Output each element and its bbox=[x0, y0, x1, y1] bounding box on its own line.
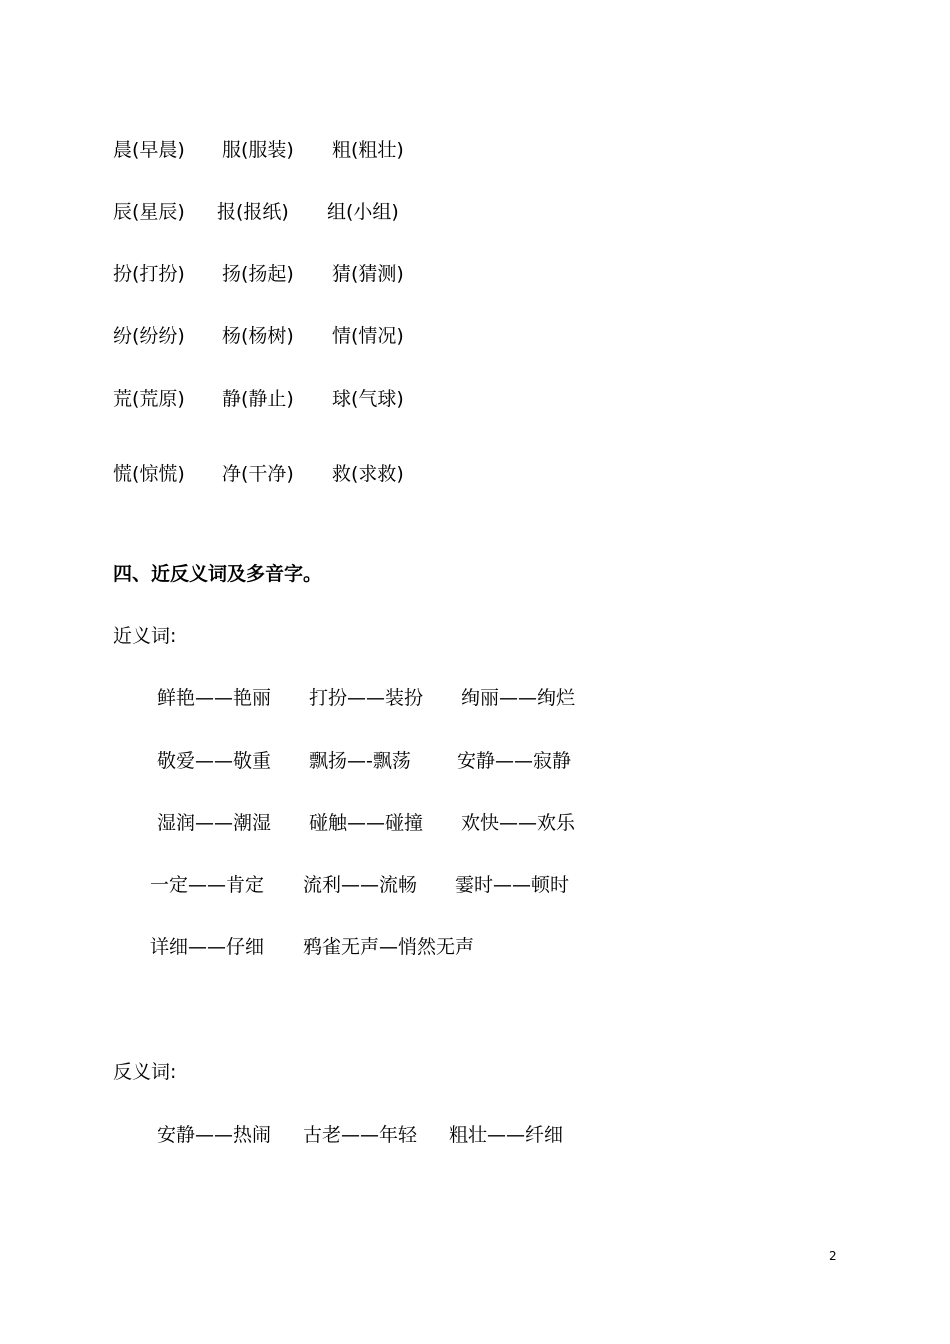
synonym-pair: 欢快——欢乐 bbox=[461, 812, 576, 834]
char-item: 辰(星辰) bbox=[113, 201, 185, 223]
char-item: 净(干净) bbox=[222, 463, 294, 485]
synonym-pair: 湿润——潮湿 bbox=[157, 812, 272, 834]
antonym-pair: 安静——热闹 bbox=[157, 1124, 272, 1146]
synonym-pair: 鲜艳——艳丽 bbox=[157, 687, 272, 709]
synonym-pair: 详细——仔细 bbox=[150, 936, 265, 958]
char-item: 组(小组) bbox=[327, 201, 399, 223]
char-item: 静(静止) bbox=[222, 388, 294, 410]
char-item: 球(气球) bbox=[332, 388, 404, 410]
char-item: 猜(猜测) bbox=[332, 263, 404, 285]
synonym-pair: 一定——肯定 bbox=[150, 874, 265, 896]
antonyms-label: 反义词: bbox=[113, 1061, 177, 1083]
antonym-pair: 粗壮——纤细 bbox=[449, 1124, 564, 1146]
synonym-pair: 流利——流畅 bbox=[303, 874, 418, 896]
synonym-pair: 安静——寂静 bbox=[457, 750, 572, 772]
char-item: 服(服装) bbox=[222, 139, 294, 161]
char-item: 救(求救) bbox=[332, 463, 404, 485]
synonym-pair: 绚丽——绚烂 bbox=[461, 687, 576, 709]
synonym-pair: 碰触——碰撞 bbox=[309, 812, 424, 834]
char-item: 粗(粗壮) bbox=[332, 139, 404, 161]
synonym-pair: 鸦雀无声—悄然无声 bbox=[303, 936, 475, 958]
char-item: 情(情况) bbox=[332, 325, 404, 347]
antonym-pair: 古老——年轻 bbox=[303, 1124, 418, 1146]
section-heading: 四、近反义词及多音字。 bbox=[113, 563, 323, 585]
char-item: 慌(惊慌) bbox=[113, 463, 185, 485]
page-number: 2 bbox=[829, 1249, 837, 1263]
synonym-pair: 打扮——装扮 bbox=[309, 687, 424, 709]
char-item: 晨(早晨) bbox=[113, 139, 185, 161]
synonym-pair: 霎时——顿时 bbox=[455, 874, 570, 896]
char-item: 杨(杨树) bbox=[222, 325, 294, 347]
synonym-pair: 敬爱——敬重 bbox=[157, 750, 272, 772]
char-item: 扮(打扮) bbox=[113, 263, 185, 285]
char-item: 纷(纷纷) bbox=[113, 325, 185, 347]
synonym-pair: 飘扬—-飘荡 bbox=[309, 750, 411, 772]
synonyms-label: 近义词: bbox=[113, 625, 177, 647]
char-item: 报(报纸) bbox=[217, 201, 289, 223]
char-item: 扬(扬起) bbox=[222, 263, 294, 285]
char-item: 荒(荒原) bbox=[113, 388, 185, 410]
